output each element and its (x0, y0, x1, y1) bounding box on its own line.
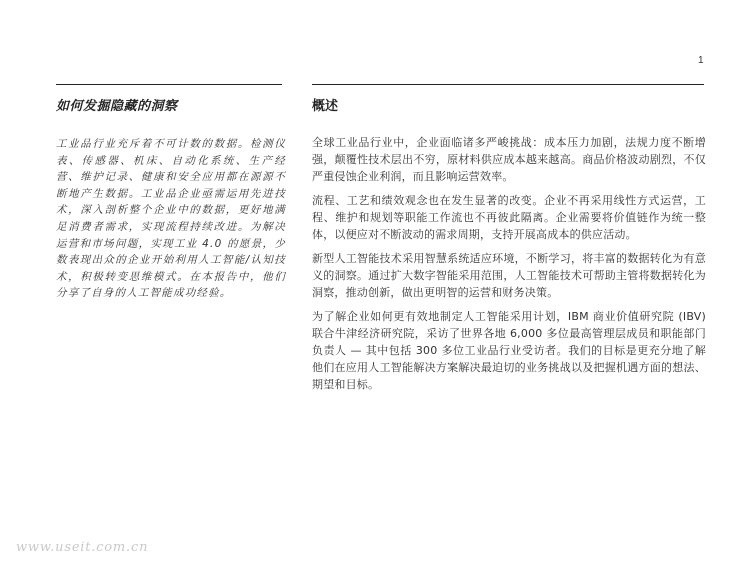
section-title: 概述 (312, 99, 339, 114)
paragraph: 全球工业品行业中，企业面临诸多严峻挑战：成本压力加剧，法规力度不断增强，颠覆性技术层出不穷，原材料供应成本越来越高。商品价格波动剧烈，不仅严重侵蚀企业利润，而且影响运营效率。 (312, 136, 706, 183)
left-divider (56, 84, 282, 85)
paragraph: 新型人工智能技术采用智慧系统适应环境，不断学习，将丰富的数据转化为有意义的洞察。通过扩大数字智能采用范围，人工智能技术可帮助主管将数据转化为洞察，推动创新，做出更明智的运营和财务决策。 (312, 252, 706, 299)
right-divider (312, 84, 704, 85)
main-column (312, 95, 706, 393)
watermark: www.useit.com.cn (16, 540, 149, 555)
paragraph: 流程、工艺和绩效观念也在发生显著的改变。企业不再采用线性方式运营，工程、维护和规划等职能工作流也不再彼此隔离。企业需要将价值链作为统一整体，以便应对不断波动的需求周期，支持开展高成本的供应活动。 (312, 194, 706, 241)
paragraph: 为了解企业如何更有效地制定人工智能采用计划，IBM 商业价值研究院 (IBV) 联合牛津经济研究院，采访了世界各地 6,000 多位最高管理层成员和职能部门负责人 — 其中包括 300 多位工业品行业受访者。我们的目标是更充分地了解他们在应用人工智能解决方案解决最迫切的业务挑战以及把握机遇方面的想法、期望和目标。 (312, 310, 706, 391)
sidebar-heading: 如何发掘隐藏的洞察 (56, 99, 178, 114)
page-number: 1 (698, 55, 704, 66)
sidebar-column (56, 95, 286, 302)
sidebar-body: 工业品行业充斥着不可计数的数据。检测仪表、传感器、机床、自动化系统、生产经营、维护记录、健康和安全应用都在源源不断地产生数据。工业品企业亟需运用先进技术，深入剖析整个企业中的数据，更好地满足消费者需求，实现流程持续改进。为解决运营和市场问题，实现工业 4.0 的愿景，少数表现出众的企业开始利用人工智能/认知技术，积极转变思维模式。在本报告中，他们分享了自身的人工智能成功经验。 (56, 138, 286, 300)
